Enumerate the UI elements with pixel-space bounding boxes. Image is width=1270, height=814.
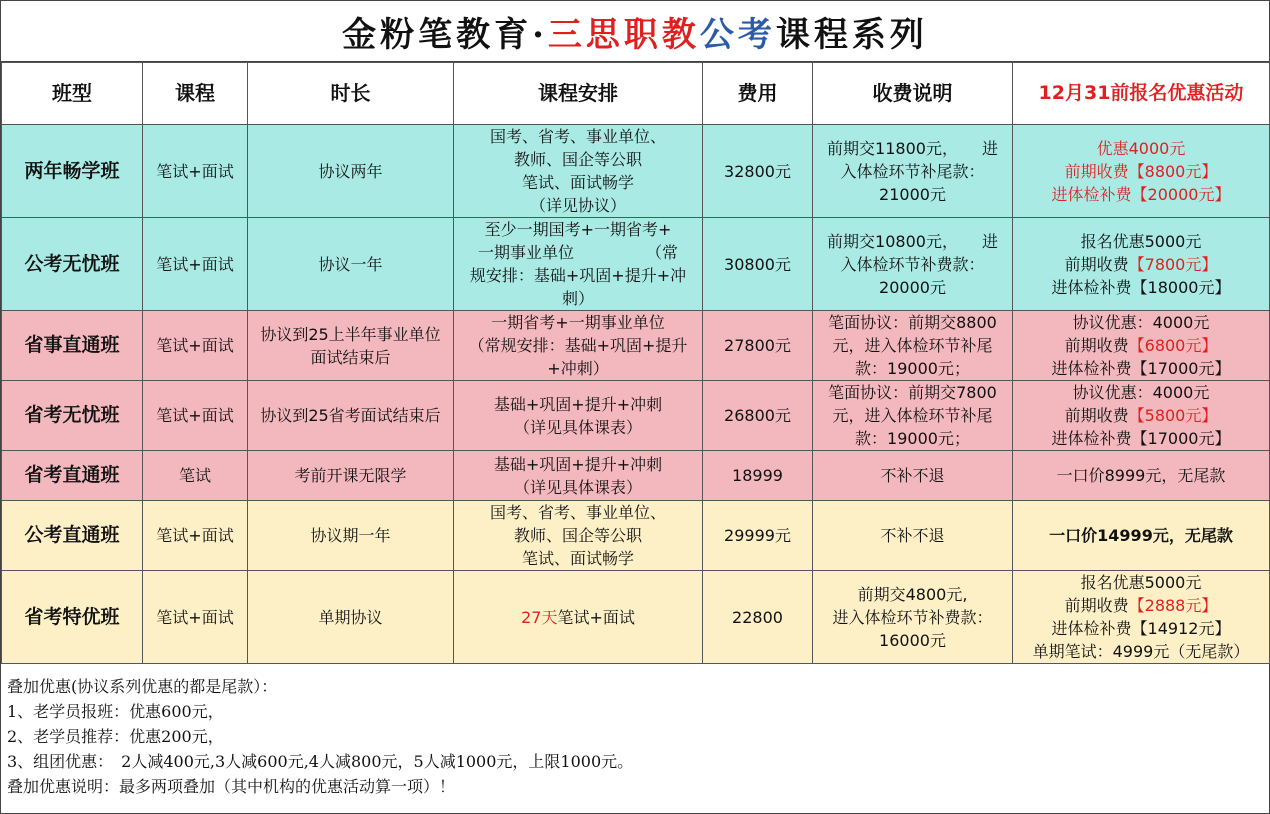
promo: 优惠4000元 前期收费【8800元】 进体检补费【20000元】: [1013, 125, 1270, 218]
table-row: [2, 125, 1270, 218]
course-type: 笔试+面试: [143, 218, 248, 311]
fee: 27800元: [703, 311, 813, 381]
notes-footer: 叠加优惠说明：最多两项叠加（其中机构的优惠活动算一项）！: [7, 777, 456, 796]
charge-note: 前期交10800元， 进 入体检环节补费款： 20000元: [813, 218, 1013, 311]
header-fee: 费用: [703, 63, 813, 125]
duration: 协议两年: [248, 125, 454, 218]
course-type: 笔试: [143, 451, 248, 501]
header-class-type: 班型: [2, 63, 143, 125]
header-schedule: 课程安排: [454, 63, 703, 125]
promo: 一口价14999元，无尾款: [1013, 501, 1270, 571]
table-row: [2, 501, 1270, 571]
title-series: 课程系列: [775, 14, 928, 55]
fee: 32800元: [703, 125, 813, 218]
course-table: [1, 62, 1270, 664]
class-name: 公考无忧班: [2, 218, 143, 311]
header-course: 课程: [143, 63, 248, 125]
course-type: 笔试+面试: [143, 125, 248, 218]
notes-item: 3、组团优惠： 2人减400元,3人减600元,4人减800元，5人减1000元，上限1000元。: [7, 752, 634, 771]
header-promo: 12月31前报名优惠活动: [1013, 63, 1270, 125]
fee: 26800元: [703, 381, 813, 451]
class-name: 公考直通班: [2, 501, 143, 571]
table-header-row: [2, 63, 1270, 125]
fee: 30800元: [703, 218, 813, 311]
duration: 协议一年: [248, 218, 454, 311]
promo: 一口价8999元，无尾款: [1013, 451, 1270, 501]
class-name: 省考特优班: [2, 571, 143, 664]
fee: 22800: [703, 571, 813, 664]
fee: 18999: [703, 451, 813, 501]
table-row: [2, 218, 1270, 311]
schedule: 基础+巩固+提升+冲刺 （详见具体课表）: [454, 381, 703, 451]
duration: 协议到25省考面试结束后: [248, 381, 454, 451]
notes-heading: 叠加优惠(协议系列优惠的都是尾款）：: [7, 677, 278, 696]
table-row: [2, 451, 1270, 501]
promo: 报名优惠5000元 前期收费【7800元】 进体检补费【18000元】: [1013, 218, 1270, 311]
header-duration: 时长: [248, 63, 454, 125]
charge-note: 笔面协议：前期交8800 元，进入体检环节补尾 款：19000元；: [813, 311, 1013, 381]
title-brand: 金粉笔教育·: [342, 14, 548, 55]
duration: 单期协议: [248, 571, 454, 664]
notes-item: 1、老学员报班：优惠600元，: [7, 702, 224, 721]
course-type: 笔试+面试: [143, 501, 248, 571]
duration: 考前开课无限学: [248, 451, 454, 501]
title-exam: 公考: [699, 14, 776, 55]
promo: 协议优惠：4000元 前期收费【6800元】 进体检补费【17000元】: [1013, 311, 1270, 381]
charge-note: 不补不退: [813, 501, 1013, 571]
schedule: 基础+巩固+提升+冲刺 （详见具体课表）: [454, 451, 703, 501]
fee: 29999元: [703, 501, 813, 571]
course-type: 笔试+面试: [143, 311, 248, 381]
title-school: 三思职教: [547, 14, 700, 55]
notes-item: 2、老学员推荐：优惠200元，: [7, 727, 224, 746]
header-charge-note: 收费说明: [813, 63, 1013, 125]
table-row: [2, 571, 1270, 664]
course-type: 笔试+面试: [143, 381, 248, 451]
charge-note: 不补不退: [813, 451, 1013, 501]
class-name: 省考直通班: [2, 451, 143, 501]
charge-note: 笔面协议：前期交7800 元，进入体检环节补尾 款：19000元；: [813, 381, 1013, 451]
table-row: [2, 311, 1270, 381]
promo: 报名优惠5000元 前期收费【2888元】 进体检补费【14912元】 单期笔试：4999元（无尾款）: [1013, 571, 1270, 664]
discount-notes: [1, 664, 1269, 809]
schedule: 国考、省考、事业单位、 教师、国企等公职 笔试、面试畅学 （详见协议）: [454, 125, 703, 218]
schedule: 一期省考+一期事业单位 （常规安排：基础+巩固+提升 +冲刺）: [454, 311, 703, 381]
page-title: [1, 1, 1269, 62]
promo: 协议优惠：4000元 前期收费【5800元】 进体检补费【17000元】: [1013, 381, 1270, 451]
charge-note: 前期交11800元， 进 入体检环节补尾款： 21000元: [813, 125, 1013, 218]
duration: 协议到25上半年事业单位 面试结束后: [248, 311, 454, 381]
course-type: 笔试+面试: [143, 571, 248, 664]
schedule: 27天笔试+面试: [454, 571, 703, 664]
class-name: 省考无忧班: [2, 381, 143, 451]
class-name: 两年畅学班: [2, 125, 143, 218]
duration: 协议期一年: [248, 501, 454, 571]
schedule: 国考、省考、事业单位、 教师、国企等公职 笔试、面试畅学: [454, 501, 703, 571]
charge-note: 前期交4800元, 进入体检环节补费款： 16000元: [813, 571, 1013, 664]
schedule: 至少一期国考+一期省考+ 一期事业单位 （常 规安排：基础+巩固+提升+冲 刺）: [454, 218, 703, 311]
table-row: [2, 381, 1270, 451]
class-name: 省事直通班: [2, 311, 143, 381]
